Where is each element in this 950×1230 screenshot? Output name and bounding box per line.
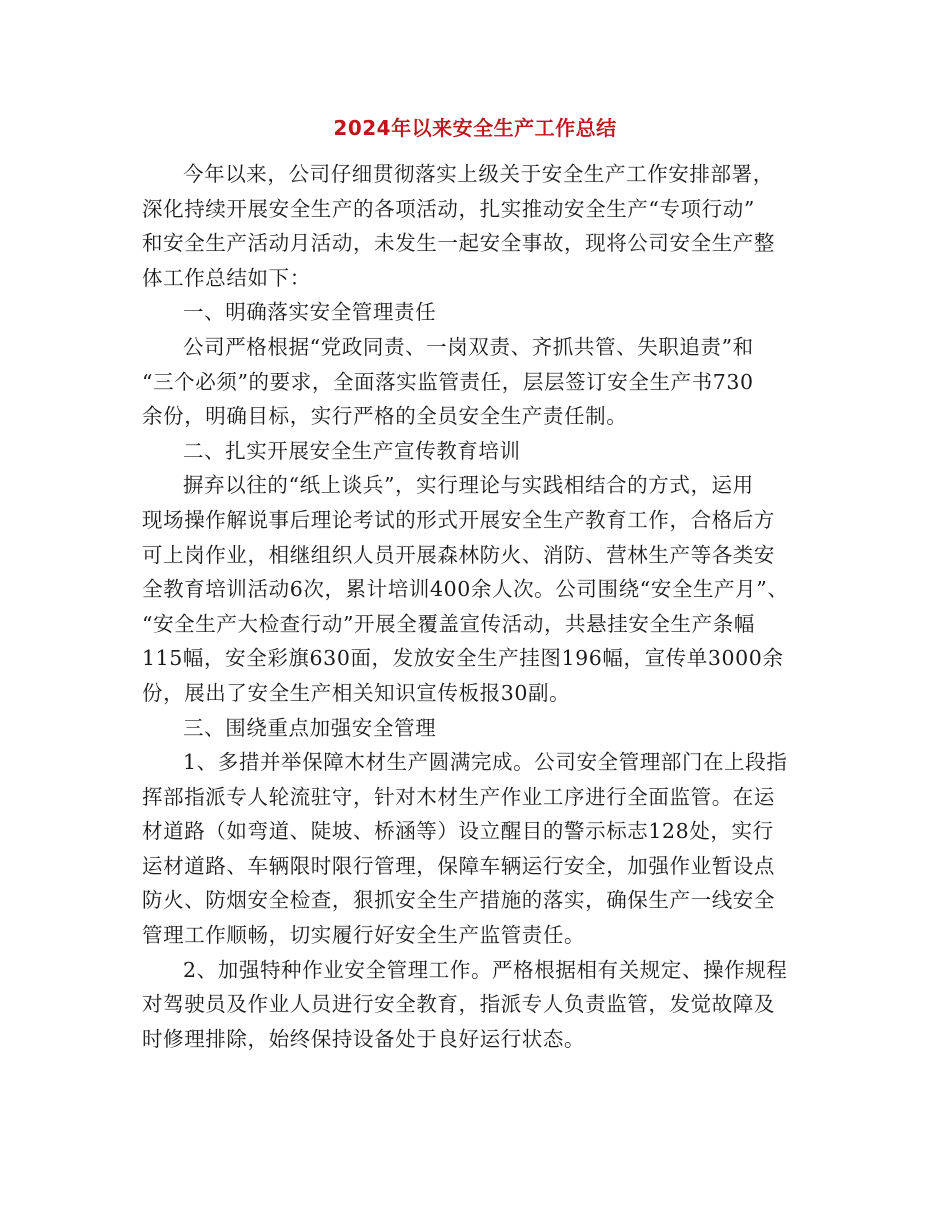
paragraph-timber-line: 防火、防烟安全检查，狠抓安全生产措施的落实，确保生产一线安全 xyxy=(142,888,775,913)
paragraph-training-line: 现场操作解说事后理论考试的形式开展安全生产教育工作，合格后方 xyxy=(142,507,775,532)
paragraph-special-ops-line: 2、加强特种作业安全管理工作。严格根据相有关规定、操作规程 xyxy=(183,957,788,982)
paragraph-timber-line: 1、多措并举保障木材生产圆满完成。公司安全管理部门在上段指 xyxy=(183,750,788,775)
section-heading-2: 二、扎实开展安全生产宣传教育培训 xyxy=(183,438,521,463)
paragraph-special-ops-line: 时修理排除，始终保持设备处于良好运行状态。 xyxy=(142,1026,586,1051)
paragraph-intro-line: 和安全生产活动月活动，未发生一起安全事故，现将公司安全生产整 xyxy=(142,231,775,256)
paragraph-intro-line: 深化持续开展安全生产的各项活动，扎实推动安全生产“专项行动” xyxy=(142,196,755,221)
paragraph-responsibility-line: 余份，明确目标，实行严格的全员安全生产责任制。 xyxy=(142,404,628,429)
paragraph-responsibility-line: “三个必须”的要求，全面落实监管责任，层层签订安全生产书730 xyxy=(142,369,754,394)
paragraph-timber-line: 运材道路、车辆限时限行管理，保障车辆运行安全，加强作业暂设点 xyxy=(142,853,775,878)
paragraph-special-ops-line: 对驾驶员及作业人员进行安全教育，指派专人负责监管，发觉故障及 xyxy=(142,992,775,1017)
paragraph-training-line: 全教育培训活动6次，累计培训400余人次。公司围绕“安全生产月”、 xyxy=(142,577,789,602)
paragraph-training-line: 115幅，安全彩旗630面，发放安全生产挂图196幅，宣传单3000余 xyxy=(142,646,784,671)
paragraph-timber-line: 材道路（如弯道、陡坡、桥涵等）设立醒目的警示标志128处，实行 xyxy=(142,819,774,844)
paragraph-training-line: 摒弃以往的“纸上谈兵”，实行理论与实践相结合的方式，运用 xyxy=(183,473,754,498)
paragraph-training-line: “安全生产大检查行动”开展全覆盖宣传活动，共悬挂安全生产条幅 xyxy=(142,611,755,636)
paragraph-training-line: 份，展出了安全生产相关知识宣传板报30副。 xyxy=(142,680,571,705)
document-title: 2024年以来安全生产工作总结 xyxy=(333,116,617,140)
document-body xyxy=(142,157,807,1056)
section-heading-1: 一、明确落实安全管理责任 xyxy=(183,300,437,325)
paragraph-timber-line: 挥部指派专人轮流驻守，针对木材生产作业工序进行全面监管。在运 xyxy=(142,784,775,809)
section-heading-3: 三、围绕重点加强安全管理 xyxy=(183,715,437,740)
paragraph-training-line: 可上岗作业，相继组织人员开展森林防火、消防、营林生产等各类安 xyxy=(142,542,775,567)
paragraph-responsibility-line: 公司严格根据“党政同责、一岗双责、齐抓共管、失职追责”和 xyxy=(183,334,754,359)
paragraph-timber-line: 管理工作顺畅，切实履行好安全生产监管责任。 xyxy=(142,923,586,948)
paragraph-intro-line: 今年以来，公司仔细贯彻落实上级关于安全生产工作安排部署， xyxy=(183,162,774,186)
paragraph-intro-line: 体工作总结如下： xyxy=(142,265,311,290)
